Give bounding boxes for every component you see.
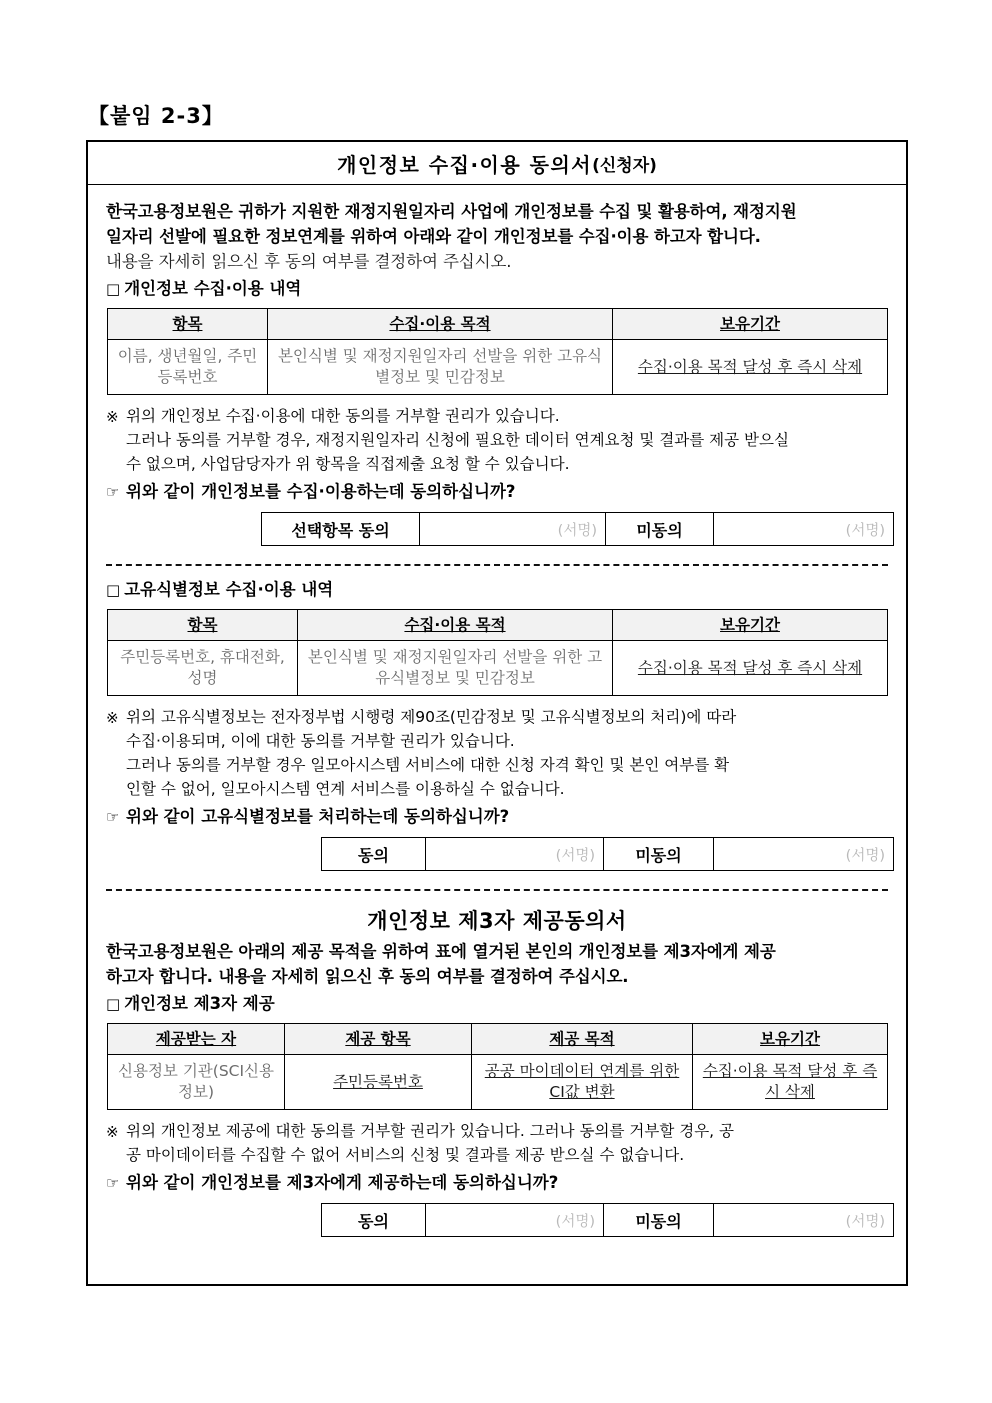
table-row (108, 340, 888, 395)
section3-heading-label: 개인정보 제3자 제공 (124, 994, 275, 1013)
table-cell: 신용정보 기관(SCI신용정보) (108, 1055, 285, 1110)
note-body (126, 1119, 888, 1167)
section1-signature-wrap (106, 504, 888, 546)
section1-intro-line1: 한국고용정보원은 귀하가 지원한 재정지원일자리 사업에 개인정보를 수집 및 활용하여, 재정지원 (106, 202, 797, 221)
note-body (126, 404, 888, 476)
section1-table (107, 308, 888, 395)
signature-row (322, 1204, 894, 1237)
table-header-cell: 제공 항목 (285, 1024, 472, 1055)
form-title-bar (88, 142, 906, 185)
table-header-row (108, 1024, 888, 1055)
table-header-cell: 수집·이용 목적 (298, 610, 613, 641)
table-header-cell: 제공 목적 (472, 1024, 693, 1055)
checkbox-icon: □ (106, 995, 121, 1013)
disagree-label: 미동의 (604, 838, 714, 871)
note-line: 위의 고유식별정보는 전자정부법 시행령 제90조(민감정보 및 고유식별정보의 처리)에 따라 (126, 708, 737, 726)
note-mark-icon: ※ (106, 1123, 119, 1141)
agree-signature-field[interactable]: (서명) (420, 513, 606, 546)
note-line: 인할 수 없어, 일모아시스템 연계 서비스를 이용하실 수 없습니다. (126, 780, 565, 798)
section3-question (106, 1171, 888, 1195)
section2-note (106, 705, 888, 801)
agree-label: 선택항목 동의 (262, 513, 420, 546)
checkbox-icon: □ (106, 280, 121, 298)
table-header-cell: 제공받는 자 (108, 1024, 285, 1055)
table-row (108, 1055, 888, 1110)
section3-signature-table (321, 1203, 894, 1237)
section2-question-label: 위와 같이 고유식별정보를 처리하는데 동의하십니까? (126, 807, 510, 826)
section2-heading (106, 578, 888, 602)
note-line: 위의 개인정보 제공에 대한 동의를 거부할 권리가 있습니다. 그러나 동의를 거부할 경우, 공 (126, 1122, 735, 1140)
disagree-label: 미동의 (606, 513, 714, 546)
note-line: 공 마이데이터를 수집할 수 없어 서비스의 신청 및 결과를 제공 받으실 수 없습니다. (126, 1146, 685, 1164)
disagree-signature-field[interactable]: (서명) (714, 513, 894, 546)
section3-table (107, 1023, 888, 1110)
section1-intro-line3: 내용을 자세히 읽으신 후 동의 여부를 결정하여 주십시오. (106, 252, 512, 271)
table-header-cell: 보유기간 (613, 309, 888, 340)
agree-signature-field[interactable]: (서명) (426, 838, 604, 871)
section1-question-label: 위와 같이 개인정보를 수집·이용하는데 동의하십니까? (126, 482, 516, 501)
section3-signature-wrap (106, 1195, 888, 1237)
signature-row (262, 513, 894, 546)
section3-title: 개인정보 제3자 제공동의서 (367, 909, 627, 933)
checkbox-icon: □ (106, 581, 121, 599)
disagree-label: 미동의 (604, 1204, 714, 1237)
section1-note (106, 404, 888, 476)
section-third-party-provision (106, 905, 888, 1237)
consent-form-frame (86, 140, 908, 1286)
table-header-cell: 보유기간 (613, 610, 888, 641)
section2-signature-wrap (106, 829, 888, 871)
disagree-signature-field[interactable]: (서명) (714, 1204, 894, 1237)
section1-heading (106, 277, 888, 301)
agree-label: 동의 (322, 838, 426, 871)
section-unique-id-collection (106, 578, 888, 871)
section3-intro-line1: 한국고용정보원은 아래의 제공 목적을 위하여 표에 열거된 본인의 개인정보를 제3자에게 제공 (106, 942, 776, 961)
note-line: 그러나 동의를 거부할 경우 일모아시스템 서비스에 대한 신청 자격 확인 및 본인 여부를 확 (126, 756, 730, 774)
table-cell: 수집·이용 목적 달성 후 즉시 삭제 (693, 1055, 888, 1110)
pointing-hand-icon: ☞ (106, 1174, 120, 1192)
note-body (126, 705, 888, 801)
section-divider-2 (106, 889, 888, 891)
table-header-cell: 항목 (108, 309, 268, 340)
table-cell: 본인식별 및 재정지원일자리 선발을 위한 고유식별정보 및 민감정보 (268, 340, 613, 395)
table-header-cell: 수집·이용 목적 (268, 309, 613, 340)
table-header-row (108, 610, 888, 641)
agree-signature-field[interactable]: (서명) (426, 1204, 604, 1237)
section2-heading-label: 고유식별정보 수집·이용 내역 (124, 580, 334, 599)
table-header-cell: 항목 (108, 610, 298, 641)
table-cell: 주민등록번호, 휴대전화, 성명 (108, 641, 298, 696)
section2-signature-table (321, 837, 894, 871)
table-cell: 수집·이용 목적 달성 후 즉시 삭제 (613, 340, 888, 395)
section3-note (106, 1119, 888, 1167)
form-body (88, 185, 906, 1237)
note-line: 그러나 동의를 거부할 경우, 재정지원일자리 신청에 필요한 데이터 연계요청 및 결과를 제공 받으실 (126, 431, 789, 449)
table-cell: 주민등록번호 (285, 1055, 472, 1110)
table-header-cell: 보유기간 (693, 1024, 888, 1055)
table-header-row (108, 309, 888, 340)
attachment-tag: 【붙임 2-3】 (88, 104, 224, 128)
note-mark-icon: ※ (106, 408, 119, 426)
section1-heading-label: 개인정보 수집·이용 내역 (124, 279, 302, 298)
form-title-main: 개인정보 수집·이용 동의서 (337, 152, 593, 177)
table-cell: 공공 마이데이터 연계를 위한 CI값 변환 (472, 1055, 693, 1110)
section1-signature-table (261, 512, 894, 546)
signature-row (322, 838, 894, 871)
table-cell: 수집·이용 목적 달성 후 즉시 삭제 (613, 641, 888, 696)
section1-intro-line2: 일자리 선발에 필요한 정보연계를 위하여 아래와 같이 개인정보를 수집·이용 하고자 합니다. (106, 227, 761, 246)
table-row (108, 641, 888, 696)
table-cell: 이름, 생년월일, 주민등록번호 (108, 340, 268, 395)
note-mark-icon: ※ (106, 709, 119, 727)
section1-question (106, 480, 888, 504)
note-line: 위의 개인정보 수집·이용에 대한 동의를 거부할 권리가 있습니다. (126, 407, 560, 425)
section2-question (106, 805, 888, 829)
form-title-sub: (신청자) (592, 155, 657, 176)
note-line: 수 없으며, 사업담당자가 위 항목을 직접제출 요청 할 수 있습니다. (126, 455, 570, 473)
note-line: 수집·이용되며, 이에 대한 동의를 거부할 권리가 있습니다. (126, 732, 515, 750)
pointing-hand-icon: ☞ (106, 808, 120, 826)
section-divider-1 (106, 564, 888, 566)
section3-question-label: 위와 같이 개인정보를 제3자에게 제공하는데 동의하십니까? (126, 1173, 559, 1192)
pointing-hand-icon: ☞ (106, 483, 120, 501)
section2-table (107, 609, 888, 696)
disagree-signature-field[interactable]: (서명) (714, 838, 894, 871)
table-cell: 본인식별 및 재정지원일자리 선발을 위한 고유식별정보 및 민감정보 (298, 641, 613, 696)
section-personal-info-collection (106, 199, 888, 546)
agree-label: 동의 (322, 1204, 426, 1237)
section3-heading (106, 992, 888, 1016)
section3-intro-line2: 하고자 합니다. 내용을 자세히 읽으신 후 동의 여부를 결정하여 주십시오. (106, 967, 629, 986)
